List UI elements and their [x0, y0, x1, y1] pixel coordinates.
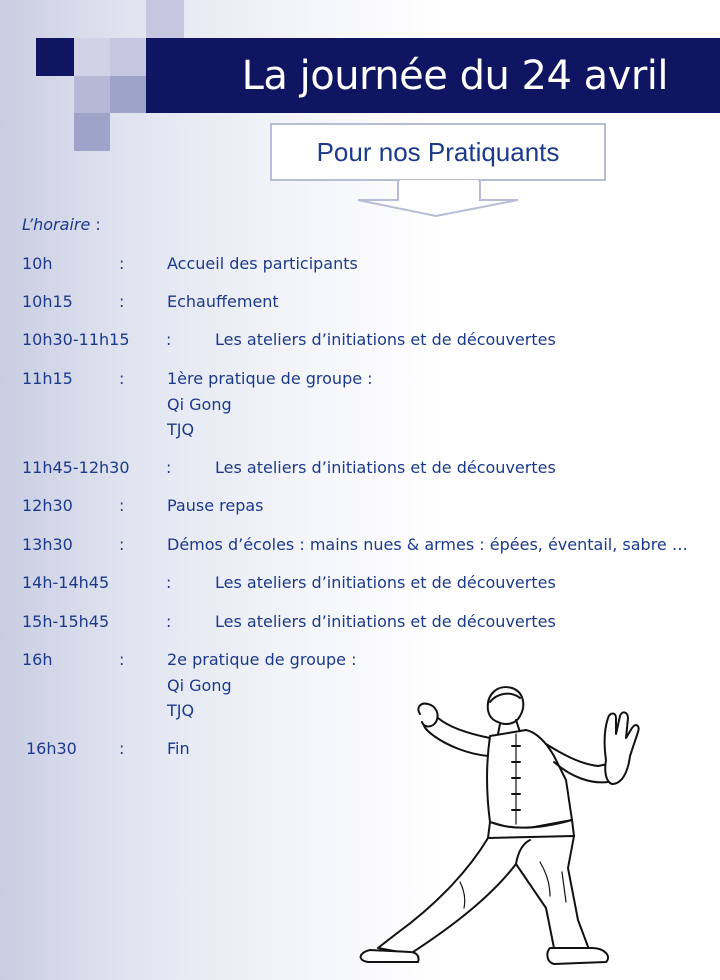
schedule-separator: : [119, 535, 125, 554]
schedule-time: 14h-14h45 [22, 573, 110, 592]
schedule-separator: : [166, 330, 172, 349]
schedule-activity-detail: TJQ [167, 701, 195, 720]
schedule-separator: : [166, 612, 172, 631]
schedule-activity: Démos d’écoles : mains nues & armes : épées, éventail, sabre … [167, 535, 688, 554]
schedule-activity: 1ère pratique de groupe : [167, 369, 373, 388]
schedule-activity: Les ateliers d’initiations et de découvertes [215, 573, 556, 592]
schedule-separator: : [166, 458, 172, 477]
schedule-activity: Les ateliers d’initiations et de découvertes [215, 458, 556, 477]
schedule-separator: : [119, 292, 125, 311]
schedule-separator: : [119, 496, 125, 515]
schedule-activity: Accueil des participants [167, 254, 358, 273]
schedule-time: 15h-15h45 [22, 612, 110, 631]
schedule-label-colon: : [90, 215, 101, 234]
schedule-activity-detail: TJQ [167, 420, 195, 439]
schedule-time: 11h45-12h30 [22, 458, 130, 477]
schedule-activity: Les ateliers d’initiations et de découvertes [215, 330, 556, 349]
schedule-separator: : [119, 650, 125, 669]
tai-chi-figure-drawing [340, 672, 660, 972]
schedule-time: 12h30 [22, 496, 73, 515]
schedule-time: 11h15 [22, 369, 73, 388]
schedule-activity-detail: Qi Gong [167, 675, 232, 695]
schedule-time: 16h [22, 650, 53, 669]
schedule-separator: : [119, 369, 125, 388]
schedule-time: 10h [22, 254, 53, 273]
schedule-activity: Pause repas [167, 496, 264, 515]
schedule-time: 10h15 [22, 292, 73, 311]
schedule-label [22, 216, 101, 234]
schedule-label-text: L’horaire [22, 215, 91, 234]
schedule-separator: : [119, 739, 125, 758]
schedule-time: 10h30-11h15 [22, 330, 130, 349]
schedule-activity: Les ateliers d’initiations et de découvertes [215, 612, 556, 631]
schedule-activity-detail: Qi Gong [167, 394, 232, 414]
page-title: La journée du 24 avril [146, 38, 720, 113]
schedule-separator: : [166, 573, 172, 592]
schedule-activity: Fin [167, 739, 190, 758]
schedule-separator: : [119, 254, 125, 273]
schedule-activity: 2e pratique de groupe : [167, 650, 357, 669]
schedule-time: 16h30 [26, 739, 77, 758]
schedule-time: 13h30 [22, 535, 73, 554]
schedule-activity: Echauffement [167, 292, 279, 311]
subtitle-text: Pour nos Pratiquants [316, 136, 560, 167]
